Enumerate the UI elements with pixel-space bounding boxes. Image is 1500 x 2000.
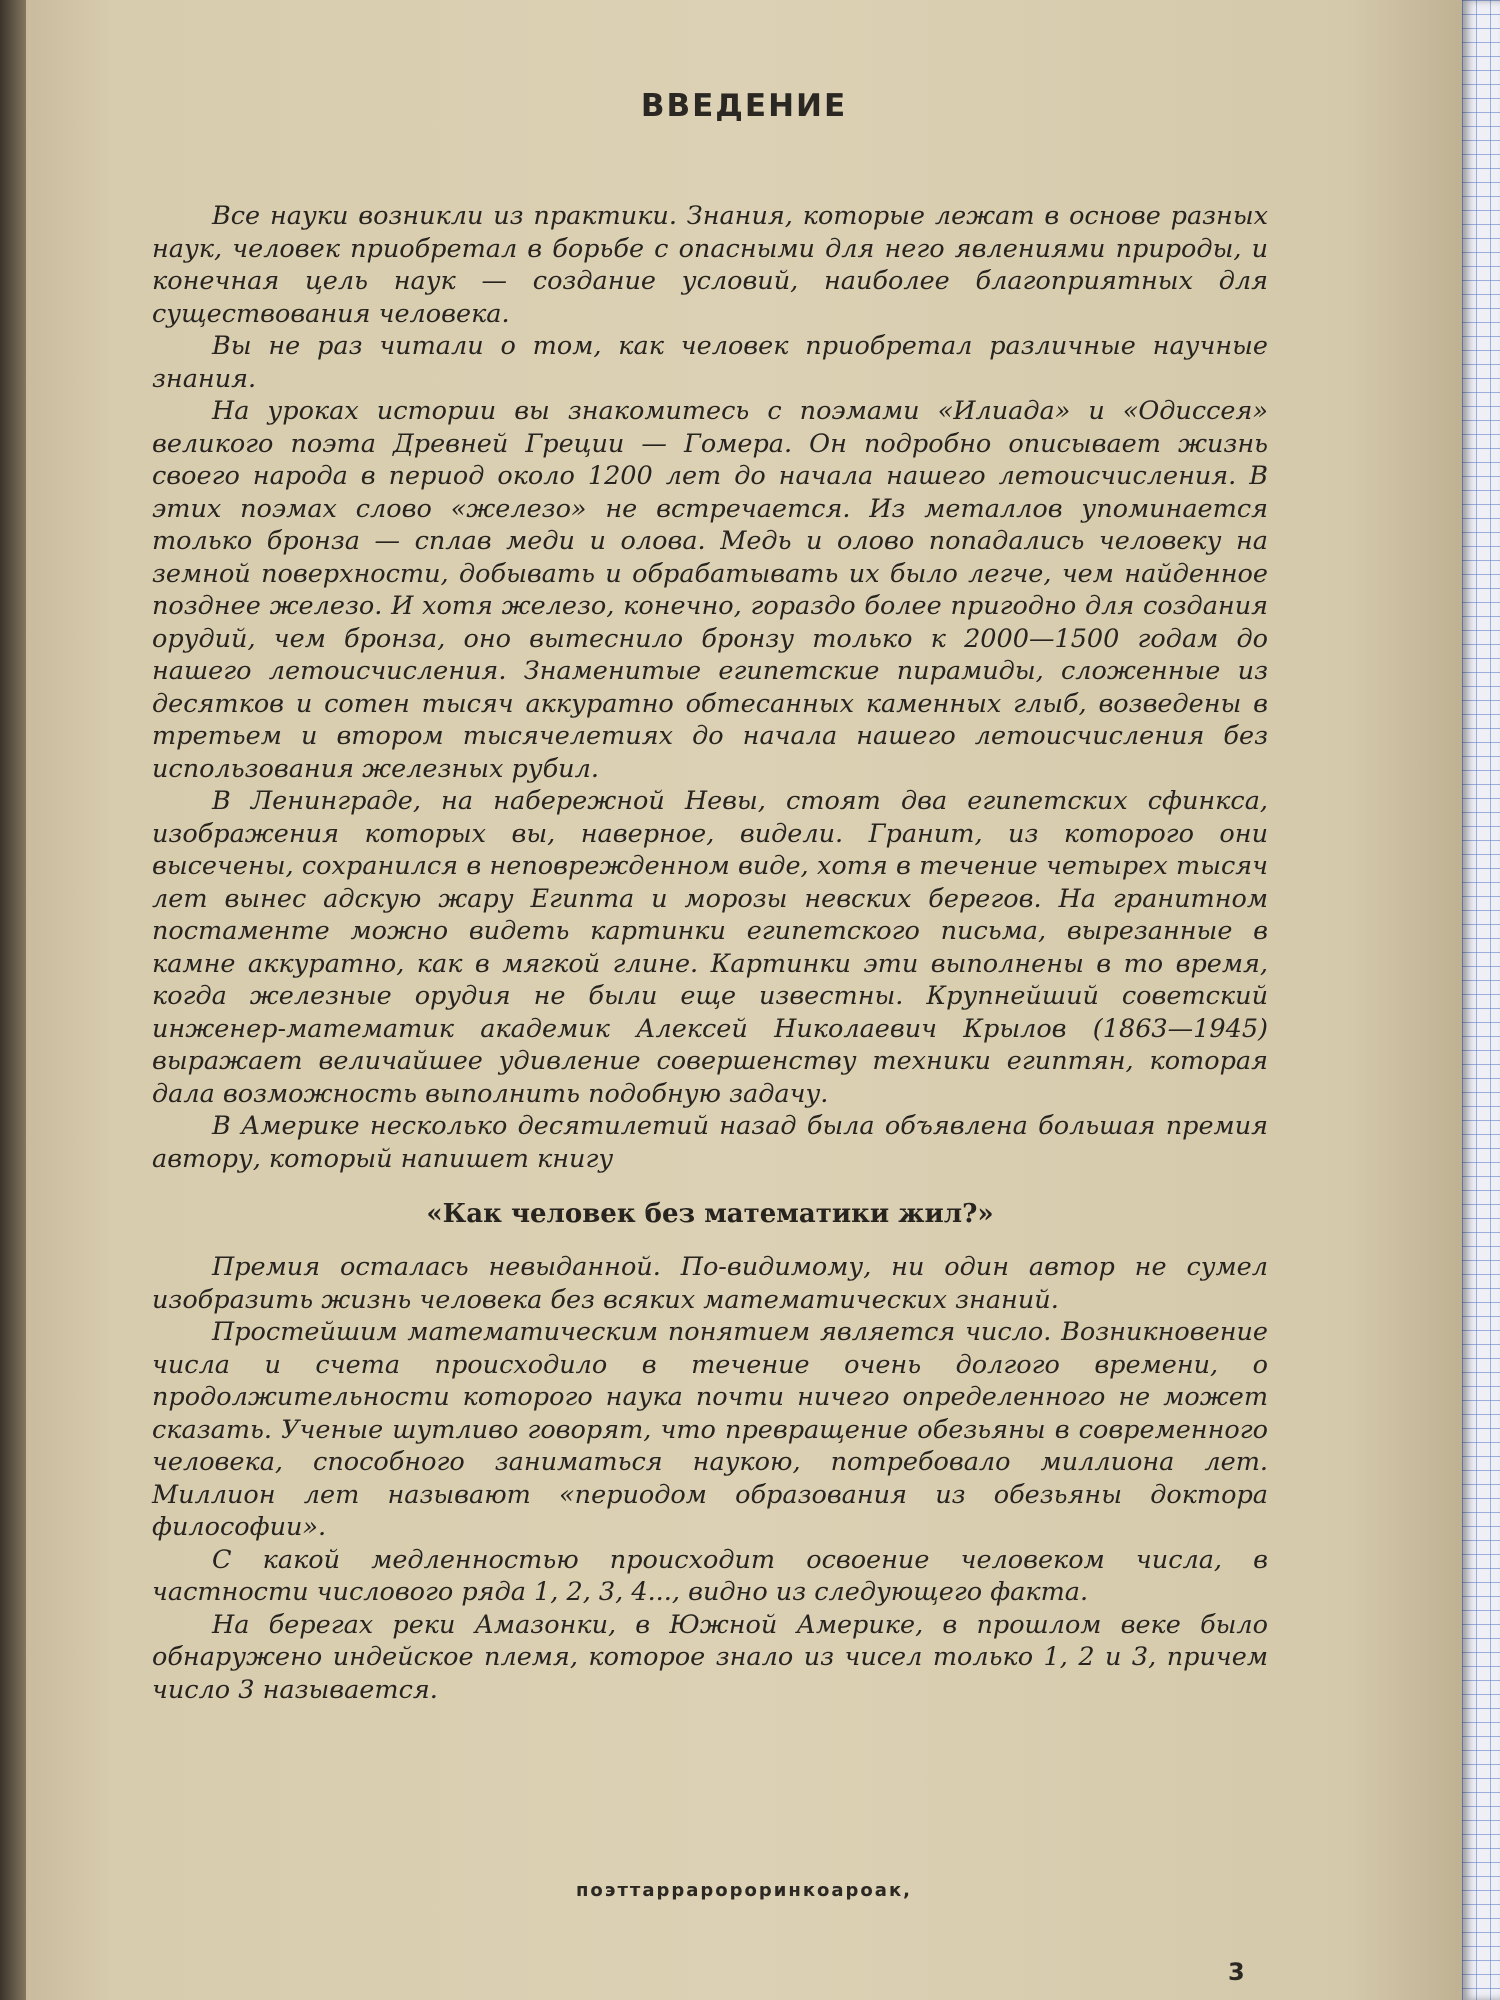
paragraph: С какой медленностью происходит освоение человеком числа, в частности числового ряда 1, 2, 3, 4..., видно из следующего факта. bbox=[152, 1544, 1268, 1607]
paragraph: На берегах реки Амазонки, в Южной Америке, в прошлом веке было обнаружено индейское племя, которое знало из чисел только 1, 2 и 3, причем число 3 называется. bbox=[152, 1609, 1268, 1705]
book-page bbox=[26, 0, 1462, 2000]
graph-paper-edge bbox=[1462, 0, 1500, 2000]
page-number: 3 bbox=[1228, 1958, 1245, 1986]
paragraph: В Америке несколько десятилетий назад была объявлена большая премия автору, который напишет книгу bbox=[152, 1111, 1268, 1174]
paragraph: На уроках истории вы знакомитесь с поэмами «Илиада» и «Одиссея» великого поэта Древней Греции — Гомера. Он подробно описывает жизнь своего народа в период около 1200 лет до начала нашего летоисчисления. В этих поэмах слово «железо» не встречается. Из металлов упоминается только бронза — сплав меди и олова. Медь и олово попадались человеку на земной поверхности, добывать и обрабатывать их было легче, чем найденное позднее железо. И хотя железо, конечно, гораздо более пригодно для создания орудий, чем бронза, оно вытеснило бронзу только к 2000—1500 годам до нашего летоисчисления. Знаменитые египетские пирамиды, сложенные из десятков и сотен тысяч аккуратно обтесанных каменных глыб, возведены в третьем и втором тысячелетиях до начала нашего летоисчисления без использования железных рубил. bbox=[152, 396, 1268, 784]
book-title-quote: «Как человек без математики жил?» bbox=[426, 1199, 994, 1229]
page-body bbox=[152, 200, 1268, 1706]
paragraph: Все науки возникли из практики. Знания, которые лежат в основе разных наук, человек приобретал в борьбе с опасными для него явлениями природы, и конечная цель наук — создание условий, наиболее благоприятных для существования человека. bbox=[152, 201, 1268, 329]
page-heading: ВВЕДЕНИЕ bbox=[640, 88, 848, 124]
paragraph: Премия осталась невыданной. По-видимому, ни один автор не сумел изобразить жизнь человека без всяких математических знаний. bbox=[152, 1252, 1268, 1315]
paragraph: Простейшим математическим понятием является число. Возникновение числа и счета происходило в течение очень долгого времени, о продолжительности которого наука почти ничего определенного не может сказать. Ученые шутливо говорят, что превращение обезьяны в современного человека, способного заниматься наукою, потребовало миллиона лет. Миллион лет называют «периодом образования из обезьяны доктора философии». bbox=[152, 1317, 1268, 1542]
footnote-line: поэттарраророринкоароак, bbox=[575, 1880, 913, 1901]
paragraph: Вы не раз читали о том, как человек приобретал различные научные знания. bbox=[152, 331, 1268, 394]
paragraph: В Ленинграде, на набережной Невы, стоят два египетских сфинкса, изображения которых вы, наверное, видели. Гранит, из которого они высечены, сохранился в неповрежденном виде, хотя в течение четырех тысяч лет вынес адскую жару Египта и морозы невских берегов. На гранитном постаменте можно видеть картинки египетского письма, вырезанные в камне аккуратно, как в мягкой глине. Картинки эти выполнены в то время, когда железные орудия не были еще известны. Крупнейший советский инженер-математик академик Алексей Николаевич Крылов (1863—1945) выражает величайшее удивление совершенству техники египтян, которая дала возможность выполнить подобную задачу. bbox=[152, 786, 1268, 1109]
